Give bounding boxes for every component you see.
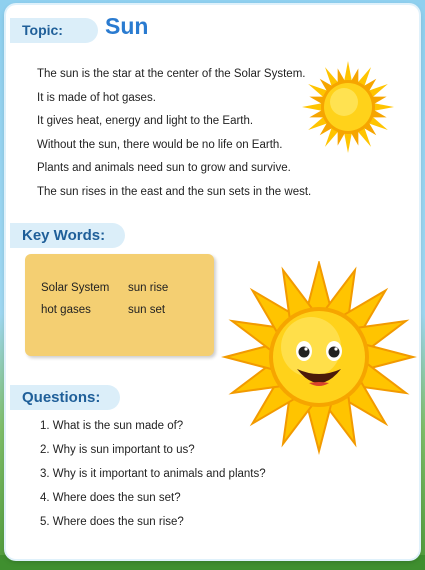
fact-item: The sun rises in the east and the sun sets in the west. (37, 185, 312, 198)
questions-label: Questions: (10, 385, 120, 410)
question-item: 4. Where does the sun set? (40, 492, 181, 504)
topic-label: Topic: (10, 18, 98, 43)
fact-item: The sun is the star at the center of the Solar System. (37, 68, 306, 80)
fact-item: It gives heat, energy and light to the Earth. (37, 115, 254, 127)
question-item: 5. Where does the sun rise? (40, 516, 184, 528)
keywords-box (25, 254, 214, 356)
questions-list (40, 419, 266, 539)
topic-title: Sun (105, 13, 149, 39)
question-item: 1. What is the sun made of? (40, 420, 184, 432)
keywords-label: Key Words: (10, 223, 125, 248)
keyword-item: sun set (128, 304, 166, 316)
fact-item: It is made of hot gases. (37, 91, 156, 104)
sun-icon (301, 55, 395, 173)
fact-item: Without the sun, there would be no life on Earth. (37, 138, 283, 151)
question-item: 3. Why is it important to animals and plants? (40, 468, 266, 480)
keyword-item: Solar System (41, 282, 110, 294)
keyword-item: sun rise (128, 282, 169, 294)
question-item: 2. Why is sun important to us? (40, 444, 195, 456)
worksheet-card (6, 5, 419, 559)
facts-list (37, 67, 311, 208)
keyword-item: hot gases (41, 304, 91, 316)
fact-item: Plants and animals need sun to grow and survive. (37, 162, 291, 174)
